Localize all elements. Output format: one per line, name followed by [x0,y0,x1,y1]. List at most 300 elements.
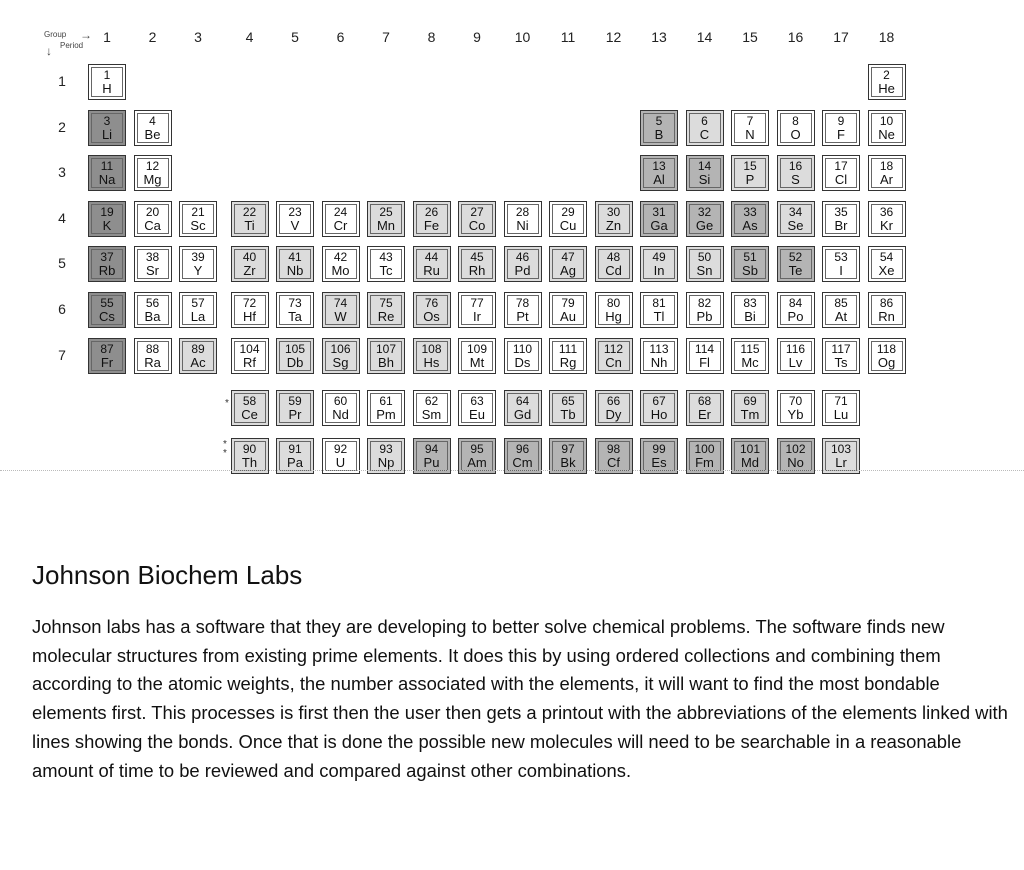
element-cell [686,155,724,191]
element-symbol: Th [241,455,258,470]
element-symbol: At [834,309,848,324]
element-cell [640,438,678,474]
element-symbol: Li [101,126,113,142]
element-symbol: Yb [787,407,804,422]
group-header: 13 [651,29,667,45]
element-cell [822,438,860,474]
element-cell [868,201,906,237]
element-symbol: Cm [512,455,533,470]
atomic-number: 110 [512,341,533,356]
element-cell [731,246,769,282]
atomic-number: 15 [743,159,757,174]
element-cell [731,338,769,374]
element-cell [868,292,906,328]
element-cell [777,110,815,146]
element-symbol: Am [467,455,487,470]
element-cell [549,292,587,328]
element-cell [88,64,126,100]
period-header: 7 [58,346,66,363]
element-symbol: Pd [514,263,531,279]
element-cell [134,110,172,146]
element-symbol: Sr [146,263,159,279]
atomic-number: 80 [606,296,621,310]
group-header: 8 [427,29,436,45]
element-cell [822,201,860,237]
atomic-number: 76 [424,296,439,310]
element-cell [549,246,587,282]
element-cell [504,292,542,328]
element-symbol: Rf [243,354,256,370]
element-symbol: Mt [469,354,485,370]
atomic-number: 46 [515,250,530,265]
atomic-number: 105 [284,341,306,356]
element-symbol: V [290,217,300,233]
element-symbol: Gd [513,407,532,422]
actinide-marker: * * [223,439,227,459]
element-symbol: Cn [605,354,622,370]
atomic-number: 95 [470,442,484,456]
element-symbol: Sg [332,354,349,370]
atomic-number: 103 [830,442,852,456]
element-cell [777,292,815,328]
element-cell [595,438,633,474]
element-cell [413,390,451,426]
atomic-number: 29 [561,204,575,219]
element-cell [595,338,633,374]
atomic-number: 98 [606,442,621,456]
element-cell [868,110,906,146]
atomic-number: 33 [743,204,757,219]
atomic-number: 64 [515,394,530,408]
element-cell [367,201,405,237]
period-header: 4 [58,209,66,226]
element-symbol: N [745,126,755,142]
document-body: Johnson labs has a software that they are developing to better solve chemical problems. The software finds new molecular structures from existing prime elements. It does this by using ordered collections and combining them according to the atomic weights, the number associated with the elements, it will want to find the most bondable elements first. This processes is first then the user then gets a printout with the abbreviations of the elements linked with lines showing the bonds. Once that is done the possible new molecules will need to be searchable in a reasonable amount of time to be reviewed and compared against other combinations. [32,616,1008,781]
element-cell [231,438,269,474]
element-symbol: Po [787,309,804,324]
element-symbol: Lu [833,407,849,422]
element-symbol: Pa [287,455,303,470]
element-cell [686,201,724,237]
atomic-number: 91 [288,442,302,456]
element-symbol: Ag [560,263,576,279]
atomic-number: 86 [879,296,894,310]
element-symbol: Pr [288,407,302,422]
element-cell [322,438,360,474]
atomic-number: 48 [606,250,621,265]
element-symbol: P [745,172,755,188]
element-symbol: Pm [376,407,396,422]
atomic-number: 101 [739,442,761,456]
element-symbol: Ca [144,217,161,233]
period-header: 1 [58,73,66,89]
element-symbol: Te [788,263,803,279]
element-symbol: Cs [99,309,115,324]
atomic-number: 83 [743,296,757,310]
period-header: 6 [58,301,66,317]
element-cell [276,246,314,282]
element-cell [822,155,860,191]
element-cell [504,390,542,426]
atomic-number: 74 [333,296,348,310]
element-symbol: S [791,172,800,188]
atomic-number: 53 [834,250,848,265]
element-cell [549,338,587,374]
element-cell [868,64,906,100]
atomic-number: 69 [743,394,757,408]
element-cell [640,390,678,426]
element-symbol: Si [698,172,711,188]
atomic-number: 113 [649,341,669,356]
element-symbol: C [699,126,710,142]
element-symbol: Sm [421,407,442,422]
element-cell [413,292,451,328]
atomic-number: 104 [239,341,260,356]
atomic-number: 6 [701,113,708,128]
atomic-number: 107 [375,341,397,356]
atomic-number: 32 [697,204,712,219]
element-cell [504,246,542,282]
group-header: 14 [696,29,713,45]
atomic-number: 35 [834,204,848,219]
group-header: 6 [336,29,345,45]
element-symbol: Fr [100,354,114,370]
atomic-number: 3 [103,113,111,128]
atomic-number: 59 [288,394,302,408]
element-cell [88,292,126,328]
element-cell [549,390,587,426]
element-symbol: Md [740,455,760,470]
element-cell [686,246,724,282]
element-symbol: Sb [742,263,758,279]
atomic-number: 13 [652,159,666,174]
atomic-number: 54 [879,250,894,265]
atomic-number: 99 [652,442,666,456]
atomic-number: 42 [333,250,348,265]
atomic-number: 57 [191,296,205,310]
atomic-number: 58 [242,394,257,408]
element-cell [822,292,860,328]
element-cell [322,292,360,328]
atomic-number: 73 [288,296,302,310]
element-symbol: Mo [331,263,350,279]
element-symbol: K [102,217,112,233]
element-symbol: Zn [605,217,622,233]
element-symbol: Os [423,309,440,324]
element-symbol: Cl [834,172,848,188]
atomic-number: 18 [879,159,894,174]
element-symbol: Mc [741,354,759,370]
atomic-number: 81 [652,296,666,310]
element-cell [686,292,724,328]
element-symbol: Rh [468,263,486,279]
element-cell [640,110,678,146]
element-symbol: Kr [880,217,893,233]
element-symbol: Be [144,126,161,142]
atomic-number: 93 [379,442,393,456]
atomic-number: 94 [424,442,439,456]
element-cell [822,110,860,146]
element-cell [367,246,405,282]
atomic-number: 82 [697,296,712,310]
atomic-number: 112 [603,341,624,356]
group-arrow-icon: → [80,28,92,42]
atomic-number: 96 [515,442,530,456]
atomic-number: 38 [145,250,160,265]
atomic-number: 34 [788,204,803,219]
element-cell [276,338,314,374]
element-symbol: Ge [695,217,714,233]
atomic-number: 92 [333,442,348,456]
element-symbol: Sn [696,263,713,279]
element-symbol: Bi [744,309,756,324]
atomic-number: 84 [788,296,803,310]
atomic-number: 27 [470,204,484,219]
atomic-number: 109 [466,341,488,356]
element-symbol: Dy [605,407,622,422]
element-symbol: Eu [469,407,485,422]
element-cell [179,246,217,282]
element-symbol: W [334,309,347,324]
element-symbol: Ga [650,217,668,233]
atomic-number: 8 [792,113,799,128]
element-cell [367,390,405,426]
element-cell [88,246,126,282]
element-cell [549,201,587,237]
element-cell [731,390,769,426]
element-symbol: Mn [376,217,396,233]
element-cell [88,338,126,374]
element-cell [731,292,769,328]
atomic-number: 43 [379,250,393,265]
atomic-number: 66 [606,394,621,408]
element-cell [822,338,860,374]
element-symbol: Mg [143,172,162,188]
element-symbol: No [787,455,804,470]
element-cell [868,246,906,282]
element-symbol: Np [377,455,395,470]
atomic-number: 72 [242,296,257,310]
element-cell [640,292,678,328]
element-symbol: Db [286,354,304,370]
element-cell [686,338,724,374]
element-cell [595,390,633,426]
element-symbol: Na [98,172,116,188]
group-header: 4 [245,29,254,45]
element-cell [276,292,314,328]
element-cell [413,201,451,237]
atomic-number: 67 [652,394,666,408]
group-header: 18 [878,29,895,45]
element-cell [134,155,172,191]
atomic-number: 4 [149,113,156,128]
atomic-number: 31 [652,204,666,219]
atomic-number: 65 [561,394,575,408]
atomic-number: 45 [470,250,484,265]
element-cell [231,246,269,282]
element-symbol: U [335,455,346,470]
period-header: 2 [58,118,66,135]
element-symbol: Rg [559,354,577,370]
element-symbol: Pu [423,455,440,470]
element-symbol: Nd [332,407,349,422]
element-cell [458,292,496,328]
group-header: 1 [103,29,111,45]
atomic-number: 7 [746,113,754,128]
atomic-number: 114 [694,341,715,356]
atomic-number: 108 [421,341,442,356]
element-cell [777,201,815,237]
atomic-number: 25 [379,204,393,219]
element-cell [595,201,633,237]
element-cell [88,155,126,191]
group-header: 16 [787,29,804,45]
lanthanide-marker: * [225,398,229,409]
atomic-number: 102 [785,442,806,456]
atomic-number: 68 [697,394,712,408]
element-symbol: Zr [243,263,256,279]
element-cell [640,246,678,282]
element-symbol: Ce [241,407,258,422]
element-symbol: O [790,126,801,142]
period-header: 3 [58,164,66,181]
element-symbol: Ts [834,354,848,370]
atomic-number: 39 [191,250,205,265]
atomic-number: 90 [242,442,257,456]
atomic-number: 77 [470,296,484,310]
element-cell [595,246,633,282]
element-symbol: Sc [190,217,206,233]
atomic-number: 51 [743,250,757,265]
element-symbol: Ac [190,354,206,370]
element-symbol: Y [193,263,203,279]
element-cell [777,438,815,474]
element-cell [868,338,906,374]
element-cell [367,338,405,374]
element-cell [686,390,724,426]
group-header: 11 [560,29,576,45]
element-symbol: I [839,263,843,279]
element-cell [731,155,769,191]
element-symbol: Ta [288,309,302,324]
element-symbol: Ds [514,354,531,370]
group-axis-label: Group [44,30,67,39]
element-symbol: As [742,217,758,233]
element-cell [134,201,172,237]
atomic-number: 21 [191,204,205,219]
atomic-number: 50 [697,250,712,265]
element-cell [640,201,678,237]
atomic-number: 106 [330,341,351,356]
element-cell [413,438,451,474]
group-header: 2 [148,29,157,45]
element-symbol: Hg [605,309,622,324]
group-header: 10 [514,29,531,45]
element-symbol: Fl [699,354,710,370]
element-symbol: La [190,309,206,324]
group-header: 15 [742,29,758,45]
element-symbol: Tm [740,407,760,422]
element-symbol: Br [834,217,848,233]
atomic-number: 97 [561,442,575,456]
element-symbol: Bk [560,455,576,470]
element-cell [458,246,496,282]
element-symbol: Er [698,407,711,422]
element-cell [777,390,815,426]
atomic-number: 116 [785,341,806,356]
atomic-number: 41 [288,250,302,265]
atomic-number: 16 [788,159,803,174]
element-cell [413,246,451,282]
atomic-number: 5 [655,113,663,128]
atomic-number: 79 [561,296,575,310]
atomic-number: 49 [652,250,666,265]
element-cell [458,390,496,426]
element-symbol: Ir [473,309,481,324]
element-symbol: Cd [605,263,622,279]
document-title: Johnson Biochem Labs [32,560,303,590]
element-symbol: Cr [333,217,348,233]
atomic-number: 20 [145,204,160,219]
element-cell [458,338,496,374]
element-symbol: Ar [880,172,893,188]
atomic-number: 12 [145,159,160,174]
element-cell [413,338,451,374]
atomic-number: 71 [834,394,848,408]
element-cell [231,390,269,426]
atomic-number: 115 [740,341,760,356]
atomic-number: 62 [424,394,439,408]
atomic-number: 56 [145,296,160,310]
atomic-number: 111 [558,341,578,356]
element-symbol: Hs [423,354,440,370]
atomic-number: 19 [100,204,114,219]
element-cell [179,292,217,328]
element-cell [868,155,906,191]
period-arrow-icon: ↓ [46,44,52,58]
element-cell [134,246,172,282]
atomic-number: 52 [788,250,803,265]
element-cell [88,201,126,237]
atomic-number: 26 [424,204,439,219]
element-symbol: He [878,81,895,96]
element-symbol: B [654,126,664,142]
element-symbol: Cf [607,455,620,470]
element-symbol: Og [877,354,896,370]
element-symbol: Tb [560,407,576,422]
element-cell [231,338,269,374]
element-symbol: Fe [423,217,440,233]
element-symbol: Ni [516,217,529,233]
element-cell [367,438,405,474]
atomic-number: 2 [883,68,890,82]
element-symbol: Ho [650,407,668,422]
element-cell [322,246,360,282]
element-cell [276,438,314,474]
atomic-number: 88 [145,341,160,356]
element-cell [686,110,724,146]
atomic-number: 17 [834,159,848,174]
atomic-number: 44 [424,250,439,265]
element-symbol: Tl [653,309,665,324]
element-cell [322,338,360,374]
atomic-number: 61 [379,394,393,408]
element-cell [458,201,496,237]
period-axis-label: Period [60,41,84,50]
element-symbol: Al [653,172,665,188]
atomic-number: 1 [103,68,111,82]
element-symbol: Ru [423,263,440,279]
